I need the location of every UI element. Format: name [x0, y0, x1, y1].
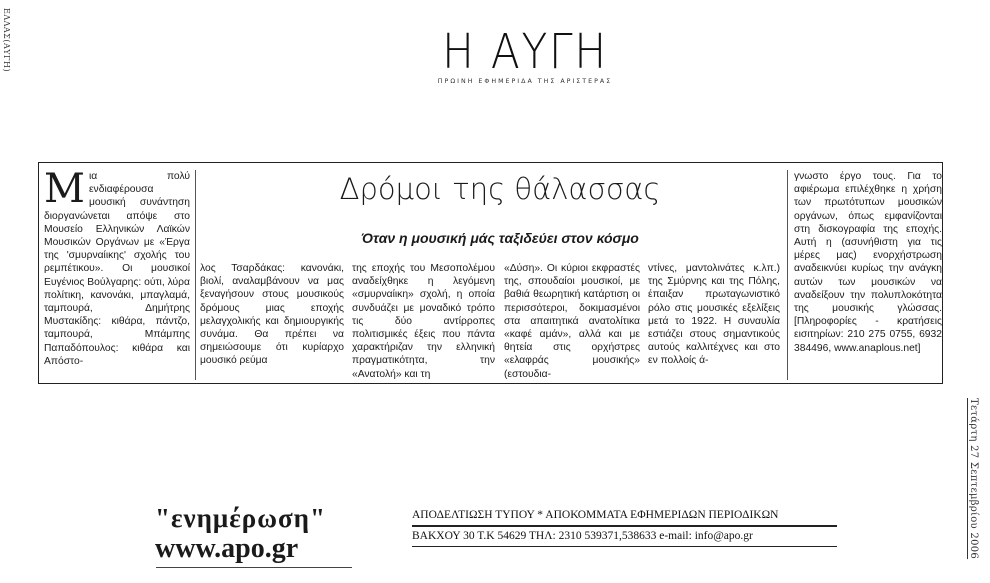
article-column-6: γνωστο έργο τους. Για το αφιέρωμα επιλέχθηκε η χρήση των πρωτότυπων μουσικών οργάνων, όπως εμφανίζονται στη δισκογραφία της εποχής. Αυτή η (ασυνήθιστη για τις μέρες μας) ενορχήστρωση αναδεικνύει κυρίως την ανάγκη αυτών των μουσικών να αναδείξουν την πολυπλοκότητα της μουσικής γλώσσας. [Πληροφορίες - κρατήσεις εισιτηρίων: 210 275 0755, 6932 384496, www.anaplous.net] [794, 171, 942, 354]
drop-cap: Μ [44, 170, 85, 212]
masthead-title: Η ΑΥΓΗ [442, 24, 608, 80]
column-text: ια πολύ ενδιαφέρουσα μουσική συνάντηση διοργανώνεται απόψε στο Μουσείο Ελληνικών Λαϊκών Μουσικών Οργάνων με «Έργα της 'σμυρναίικης' σχολής του ρεμπέτικου». Οι μουσικοί Ευγένιος Βούλγαρης: ούτι, λύρα πολίτικη, κανονάκι, μπαγλαμά, ταμπουρά, Δημήτρης Μυστακίδης: κιθάρα, πάντζο, ταμπουρά, Μπάμπης Παπαδόπουλος: κιθάρα και Απόστο- [44, 171, 190, 367]
article-column-3: της εποχής του Μεσοπολέμου αναδείχθηκε η λεγόμενη «σμυρναίικη» σχολή, η οποία συνδυάζει με μοναδικό τρόπο τις δύο αντίρροπες πολιτισμικές έξεις που πάντα χαρακτήριζαν την ελληνική πραγματικότητα, την «Ανατολή» και τη [352, 263, 495, 380]
article-column-4: «Δύση». Οι κύριοι εκφραστές της, σπουδαίοι μουσικοί, με βαθιά θεωρητική κατάρτιση οι περισσότεροι, δοκιμασμένοι στα απαιτητικά ανατολίτικα «καφέ αμάν», αλλά και με θητεία στις ορχήστρες «ελαφράς μουσικής» (εστουδια- [504, 263, 640, 380]
masthead [390, 22, 660, 85]
article-subheadline: Όταν η μουσική μάς ταξιδεύει στον κόσμο [361, 230, 639, 246]
footer-info [412, 508, 852, 549]
footer-underline [156, 567, 352, 568]
footer-line-1: ΑΠΟΔΕΛΤΙΩΣΗ ΤΥΠΟΥ * ΑΠΟΚΟΜΜΑΤΑ ΕΦΗΜΕΡΙΔΩΝ ΠΕΡΙΟΔΙΚΩΝ [412, 509, 779, 521]
footer-brand-block [155, 503, 405, 565]
masthead-subtitle: ΠΡΩΙΝΗ ΕΦΗΜΕΡΙΔΑ ΤΗΣ ΑΡΙΣΤΕΡΑΣ [437, 78, 613, 85]
article-column-2: λος Τσαρδάκας: κανονάκι, βιολί, αναλαμβάνουν να μας ξεναγήσουν στους μουσικούς δρόμους μιας εποχής μελαγχολικής και δημιουργικής συνάμα. Θα πρέπει να σημειώσουμε ότι κυρίαρχο μουσικό ρεύμα [200, 263, 344, 367]
article-column-5: ντίνες, μαντολινάτες κ.λπ.) της Σμύρνης και της Πόλης, έπαιξαν πρωταγωνιστικό ρόλο στις μουσικές εξελίξεις μετά το 1922. Η συναυλία εστιάζει στους σημαντικούς αυτούς καλλιτέχνες και στο εν πολλοίς ά- [648, 263, 780, 367]
margin-label: ΕΛΛΑΣ(ΑΥΓΗ) [2, 8, 11, 73]
article-column-1 [44, 170, 190, 382]
column-divider [195, 170, 196, 380]
margin-date: Τετάρτη 27 Σεπτεμβρίου 2006 [968, 398, 979, 560]
footer-rule [412, 546, 837, 548]
footer-line-2: ΒΑΚΧΟΥ 30 Τ.Κ 54629 ΤΗΛ: 2310 539371,538633 e-mail: info@apo.gr [412, 529, 753, 542]
footer-website: www.apo.gr [155, 533, 299, 564]
footer-brand-name: "ενημέρωση" [155, 503, 326, 533]
column-divider [787, 170, 788, 380]
article-headline: Δρόμοι της θάλασσας [339, 172, 661, 206]
footer-rule [412, 525, 837, 527]
